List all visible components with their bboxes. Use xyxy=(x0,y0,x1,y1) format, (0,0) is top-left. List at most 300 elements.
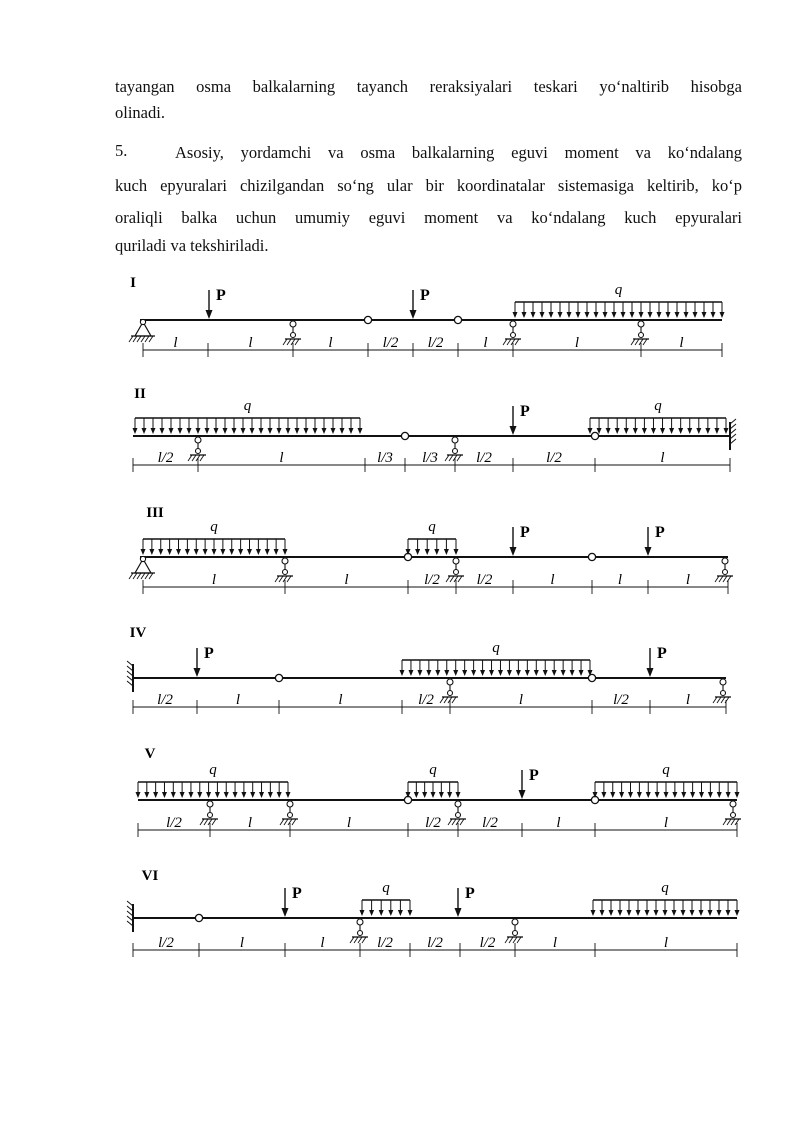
distributed-load-arrow-icon xyxy=(628,792,633,798)
distributed-load-arrow-icon xyxy=(558,312,563,318)
distributed-load-arrow-icon xyxy=(462,670,467,676)
distributed-load-arrow-icon xyxy=(220,549,225,555)
distributed-load-arrow-icon xyxy=(663,910,668,916)
distributed-load-label: q xyxy=(614,282,623,298)
ground-hatch xyxy=(452,819,456,825)
distributed-load-arrow-icon xyxy=(642,428,647,434)
ground-hatch xyxy=(452,697,456,703)
distributed-load-arrow-icon xyxy=(141,549,146,555)
roller-support-icon xyxy=(505,919,523,943)
ground-hatch xyxy=(354,937,358,943)
dimension-label: l/2 xyxy=(427,335,444,351)
distributed-load-arrow-icon xyxy=(576,312,581,318)
distributed-load-arrow-icon xyxy=(699,792,704,798)
dimension-label: l/2 xyxy=(382,335,399,351)
roller-top-circle xyxy=(455,801,461,807)
roller-support-icon xyxy=(275,558,293,582)
distributed-load-arrow-icon xyxy=(241,792,246,798)
roller-support-icon xyxy=(280,801,298,825)
distributed-load-arrow-icon xyxy=(215,792,220,798)
distributed-load-arrow-icon xyxy=(283,549,288,555)
distributed-load-arrow-icon xyxy=(675,312,680,318)
ground-hatch xyxy=(350,937,354,943)
ground-hatch xyxy=(440,697,444,703)
distributed-load-arrow-icon xyxy=(408,670,413,676)
text-line-6: quriladi va tekshiriladi. xyxy=(115,236,269,255)
distributed-load-arrow-icon xyxy=(232,428,237,434)
distributed-load-arrow-icon xyxy=(223,428,228,434)
roller-top-circle xyxy=(290,321,296,327)
distributed-load-arrow-icon xyxy=(646,792,651,798)
distributed-load-arrow-icon xyxy=(187,428,192,434)
point-load-label: P xyxy=(657,645,667,662)
distributed-load-arrow-icon xyxy=(447,792,452,798)
dimension-label: l xyxy=(239,935,245,951)
distributed-load-arrow-icon xyxy=(398,910,403,916)
distributed-load-label: q xyxy=(492,640,500,656)
distributed-load-arrow-icon xyxy=(259,792,264,798)
distributed-load-arrow-icon xyxy=(331,428,336,434)
distributed-load-arrow-icon xyxy=(543,670,548,676)
dimension-label: l/2 xyxy=(476,450,492,466)
beam-label-VI: VI xyxy=(141,868,159,884)
distributed-load-arrow-icon xyxy=(185,549,190,555)
point-load-label: P xyxy=(520,403,530,420)
beam-label-IV: IV xyxy=(129,625,147,641)
distributed-load-arrow-icon xyxy=(687,428,692,434)
beam-label-II: II xyxy=(134,386,146,402)
distributed-load-arrow-icon xyxy=(720,312,725,318)
ground-hatch xyxy=(515,339,519,345)
distributed-load-arrow-icon xyxy=(180,792,185,798)
distributed-load-arrow-icon xyxy=(453,670,458,676)
distributed-load-arrow-icon xyxy=(619,792,624,798)
load-arrow-icon xyxy=(455,908,462,917)
distributed-load-arrow-icon xyxy=(435,670,440,676)
dimension-label: l/2 xyxy=(166,815,182,831)
wall-hatch xyxy=(127,661,133,666)
distributed-load-arrow-icon xyxy=(534,670,539,676)
distributed-load-arrow-icon xyxy=(400,670,405,676)
distributed-load-arrow-icon xyxy=(540,312,545,318)
ground-hatch xyxy=(287,339,291,345)
dimension-label: l/2 xyxy=(418,692,434,708)
roller-bottom-circle xyxy=(358,931,363,936)
distributed-load-arrow-icon xyxy=(286,792,291,798)
distributed-load-arrow-icon xyxy=(648,312,653,318)
roller-bottom-circle xyxy=(283,570,288,575)
distributed-load-arrow-icon xyxy=(516,670,521,676)
dimension-label: l xyxy=(247,815,253,831)
ground-hatch xyxy=(141,573,145,579)
distributed-load-arrow-icon xyxy=(693,312,698,318)
distributed-load-arrow-icon xyxy=(672,792,677,798)
distributed-load-arrow-icon xyxy=(417,670,422,676)
distributed-load-label: q xyxy=(661,880,669,896)
roller-top-circle xyxy=(447,679,453,685)
ground-hatch xyxy=(723,576,727,582)
distributed-load-arrow-icon xyxy=(681,910,686,916)
distributed-load-arrow-icon xyxy=(630,312,635,318)
dimension-label: l/2 xyxy=(157,450,174,466)
distributed-load-arrow-icon xyxy=(444,670,449,676)
distributed-load-arrow-icon xyxy=(600,910,605,916)
dimension-label: l xyxy=(248,335,253,351)
distributed-load-arrow-icon xyxy=(286,428,291,434)
distributed-load-arrow-icon xyxy=(660,428,665,434)
dimension-label: l/2 xyxy=(482,815,498,831)
ground-hatch xyxy=(129,573,133,579)
ground-hatch xyxy=(509,937,513,943)
distributed-load-arrow-icon xyxy=(690,792,695,798)
dimension-label: l xyxy=(685,692,691,708)
roller-top-circle xyxy=(357,919,363,925)
distributed-load-arrow-icon xyxy=(552,670,557,676)
pin-support-icon xyxy=(129,556,155,579)
dimension-label: l xyxy=(556,815,561,831)
dimension-label: l/2 xyxy=(377,935,393,951)
distributed-load-arrow-icon xyxy=(422,792,427,798)
roller-support-icon xyxy=(723,801,741,825)
ground-hatch xyxy=(358,937,362,943)
dimension-label: l xyxy=(679,335,684,351)
roller-bottom-circle xyxy=(453,449,458,454)
distributed-load-arrow-icon xyxy=(717,910,722,916)
ground-hatch xyxy=(279,576,283,582)
roller-support-icon xyxy=(503,321,521,345)
distributed-load-arrow-icon xyxy=(349,428,354,434)
distributed-load-label: q xyxy=(654,398,662,414)
distributed-load-arrow-icon xyxy=(525,670,530,676)
roller-top-circle xyxy=(638,321,644,327)
ground-hatch xyxy=(715,576,719,582)
distributed-load-arrow-icon xyxy=(498,670,503,676)
distributed-load-arrow-icon xyxy=(169,428,174,434)
distributed-load-arrow-icon xyxy=(250,792,255,798)
distributed-load-arrow-icon xyxy=(591,910,596,916)
ground-hatch xyxy=(145,573,149,579)
dimension-label: l/2 xyxy=(424,572,440,588)
roller-support-icon xyxy=(446,558,464,582)
distributed-load-arrow-icon xyxy=(265,549,270,555)
distributed-load-arrow-icon xyxy=(250,428,255,434)
roller-bottom-circle xyxy=(721,691,726,696)
roller-top-circle xyxy=(287,801,293,807)
roller-support-icon xyxy=(200,801,218,825)
dimension-label: l xyxy=(663,815,669,831)
roller-bottom-circle xyxy=(448,691,453,696)
hinge-icon xyxy=(454,316,461,323)
ground-hatch xyxy=(295,339,299,345)
ground-hatch xyxy=(721,697,725,703)
distributed-load-arrow-icon xyxy=(645,910,650,916)
load-arrow-icon xyxy=(510,426,517,435)
distributed-load-arrow-icon xyxy=(151,428,156,434)
roller-bottom-circle xyxy=(454,570,459,575)
ground-hatch xyxy=(449,455,453,461)
distributed-load-arrow-icon xyxy=(610,792,615,798)
ground-hatch xyxy=(448,819,452,825)
distributed-load-arrow-icon xyxy=(133,428,138,434)
text-line-4: kuch epyuralari chizilgandan so‘ng ular bir koordinatalar sistemasiga keltirib, ko‘p xyxy=(115,176,742,195)
distributed-load-arrow-icon xyxy=(434,549,439,555)
dimension-label: l/2 xyxy=(425,815,441,831)
dimension-label: l/2 xyxy=(546,450,562,466)
hinge-icon xyxy=(275,674,282,681)
dimension-label: l xyxy=(328,335,333,351)
distributed-load-arrow-icon xyxy=(561,670,566,676)
dimension-label: l xyxy=(173,335,178,351)
distributed-load-arrow-icon xyxy=(717,792,722,798)
distributed-load-arrow-icon xyxy=(456,792,461,798)
point-load-label: P xyxy=(420,287,430,304)
roller-top-circle xyxy=(207,801,213,807)
roller-support-icon xyxy=(713,679,731,703)
distributed-load-arrow-icon xyxy=(664,792,669,798)
ground-hatch xyxy=(141,336,145,342)
distributed-load-arrow-icon xyxy=(439,792,444,798)
distributed-load-arrow-icon xyxy=(144,792,149,798)
distributed-load-label: q xyxy=(662,762,670,778)
distributed-load-arrow-icon xyxy=(274,549,279,555)
distributed-load-arrow-icon xyxy=(178,428,183,434)
distributed-load-arrow-icon xyxy=(358,428,363,434)
ground-hatch xyxy=(723,819,727,825)
dimension-label: l xyxy=(550,572,555,588)
dimension-label: l xyxy=(320,935,325,951)
dimension-label: l xyxy=(344,572,349,588)
dimension-label: l xyxy=(518,692,524,708)
ground-hatch xyxy=(445,455,449,461)
distributed-load-label: q xyxy=(243,398,252,414)
distributed-load-arrow-icon xyxy=(567,312,572,318)
dimension-label: l/2 xyxy=(157,692,173,708)
beam-label-III: III xyxy=(146,505,164,521)
distributed-load-arrow-icon xyxy=(414,792,419,798)
ground-hatch xyxy=(133,573,137,579)
roller-support-icon xyxy=(715,558,733,582)
distributed-load-arrow-icon xyxy=(684,312,689,318)
distributed-load-arrow-icon xyxy=(322,428,327,434)
roller-top-circle xyxy=(722,558,728,564)
ground-hatch xyxy=(188,455,192,461)
distributed-load-arrow-icon xyxy=(136,792,141,798)
distributed-load-arrow-icon xyxy=(702,312,707,318)
distributed-load-arrow-icon xyxy=(194,549,199,555)
distributed-load-label: q xyxy=(210,519,218,535)
roller-bottom-circle xyxy=(291,333,296,338)
wall-hatch xyxy=(730,419,736,424)
ground-hatch xyxy=(275,576,279,582)
distributed-load-arrow-icon xyxy=(188,792,193,798)
distributed-load-arrow-icon xyxy=(651,428,656,434)
distributed-load-arrow-icon xyxy=(268,792,273,798)
ground-hatch xyxy=(713,697,717,703)
roller-top-circle xyxy=(512,919,518,925)
distributed-load-arrow-icon xyxy=(160,428,165,434)
text-line-5: oraliqli balka uchun umumiy eguvi moment va ko‘ndalang kuch epyuralari xyxy=(115,208,742,227)
distributed-load-arrow-icon xyxy=(594,312,599,318)
distributed-load-arrow-icon xyxy=(203,549,208,555)
distributed-load-arrow-icon xyxy=(681,792,686,798)
ground-hatch xyxy=(284,819,288,825)
ground-hatch xyxy=(129,336,133,342)
dimension-label: l xyxy=(483,335,488,351)
dimension-label: l xyxy=(279,450,284,466)
ground-hatch xyxy=(635,339,639,345)
distributed-load-arrow-icon xyxy=(633,428,638,434)
distributed-load-arrow-icon xyxy=(585,312,590,318)
roller-support-icon xyxy=(440,679,458,703)
distributed-load-arrow-icon xyxy=(549,312,554,318)
point-load-label: P xyxy=(204,645,214,662)
roller-support-icon xyxy=(631,321,649,345)
distributed-load-arrow-icon xyxy=(612,312,617,318)
load-arrow-icon xyxy=(519,790,526,799)
distributed-load-label: q xyxy=(382,880,390,896)
point-load-label: P xyxy=(529,767,539,784)
ground-hatch xyxy=(444,697,448,703)
text-line-1: tayangan osma balkalarning tayanch reraksiyalari teskari yo‘naltirib hisobga xyxy=(115,77,742,96)
load-arrow-icon xyxy=(647,668,654,677)
ground-hatch xyxy=(362,937,366,943)
distributed-load-arrow-icon xyxy=(379,910,384,916)
distributed-load-arrow-icon xyxy=(229,549,234,555)
dimension-label: l xyxy=(552,935,558,951)
distributed-load-arrow-icon xyxy=(615,428,620,434)
distributed-load-arrow-icon xyxy=(507,670,512,676)
distributed-load-arrow-icon xyxy=(579,670,584,676)
distributed-load-arrow-icon xyxy=(224,792,229,798)
distributed-load-arrow-icon xyxy=(588,428,593,434)
distributed-load-arrow-icon xyxy=(142,428,147,434)
distributed-load-arrow-icon xyxy=(735,910,740,916)
roller-top-circle xyxy=(730,801,736,807)
ground-hatch xyxy=(457,455,461,461)
ground-hatch xyxy=(631,339,635,345)
distributed-load-arrow-icon xyxy=(162,792,167,798)
distributed-load-arrow-icon xyxy=(313,428,318,434)
distributed-load-arrow-icon xyxy=(711,312,716,318)
distributed-load-arrow-icon xyxy=(726,910,731,916)
distributed-load-arrow-icon xyxy=(621,312,626,318)
hinge-icon xyxy=(364,316,371,323)
dimension-label: l/3 xyxy=(422,450,438,466)
distributed-load-arrow-icon xyxy=(238,549,243,555)
distributed-load-arrow-icon xyxy=(247,549,252,555)
load-arrow-icon xyxy=(410,310,417,319)
dimension-label: l/2 xyxy=(158,935,174,951)
distributed-load-arrow-icon xyxy=(601,792,606,798)
ground-hatch xyxy=(507,339,511,345)
distributed-load-arrow-icon xyxy=(149,549,154,555)
distributed-load-arrow-icon xyxy=(708,792,713,798)
distributed-load-arrow-icon xyxy=(724,428,729,434)
roller-support-icon xyxy=(448,801,466,825)
ground-hatch xyxy=(200,819,204,825)
roller-support-icon xyxy=(283,321,301,345)
dimension-label: l/2 xyxy=(427,935,443,951)
roller-support-icon xyxy=(445,437,463,461)
distributed-load-arrow-icon xyxy=(570,670,575,676)
item-number: 5. xyxy=(115,141,128,160)
distributed-load-arrow-icon xyxy=(655,792,660,798)
hinge-icon xyxy=(591,432,598,439)
point-load-label: P xyxy=(520,524,530,541)
ground-hatch xyxy=(192,455,196,461)
distributed-load-arrow-icon xyxy=(657,312,662,318)
roller-top-circle xyxy=(720,679,726,685)
distributed-load-arrow-icon xyxy=(606,428,611,434)
distributed-load-arrow-icon xyxy=(277,428,282,434)
distributed-load-arrow-icon xyxy=(531,312,536,318)
distributed-load-arrow-icon xyxy=(690,910,695,916)
hinge-icon xyxy=(401,432,408,439)
text-line-2: olinadi. xyxy=(115,103,165,122)
ground-hatch xyxy=(149,336,153,342)
distributed-load-arrow-icon xyxy=(480,670,485,676)
distributed-load-arrow-icon xyxy=(666,312,671,318)
distributed-load-arrow-icon xyxy=(360,910,365,916)
distributed-load-arrow-icon xyxy=(415,549,420,555)
dimension-label: l/2 xyxy=(613,692,629,708)
dimension-label: l/3 xyxy=(377,450,393,466)
dimension-label: l xyxy=(663,935,669,951)
pin-circle xyxy=(140,556,145,561)
distributed-load-arrow-icon xyxy=(654,910,659,916)
ground-hatch xyxy=(446,576,450,582)
distributed-load-arrow-icon xyxy=(158,549,163,555)
dimension-label: l xyxy=(211,572,217,588)
distributed-load-arrow-icon xyxy=(636,910,641,916)
dimension-label: l/2 xyxy=(479,935,496,951)
hinge-icon xyxy=(588,553,595,560)
distributed-load-arrow-icon xyxy=(669,428,674,434)
distributed-load-arrow-icon xyxy=(513,312,518,318)
dimension-label: l/2 xyxy=(476,572,493,588)
distributed-load-arrow-icon xyxy=(714,428,719,434)
roller-bottom-circle xyxy=(731,813,736,818)
ground-hatch xyxy=(731,819,735,825)
distributed-load-arrow-icon xyxy=(609,910,614,916)
distributed-load-arrow-icon xyxy=(196,428,201,434)
distributed-load-arrow-icon xyxy=(696,428,701,434)
ground-hatch xyxy=(287,576,291,582)
load-arrow-icon xyxy=(510,547,517,556)
distributed-load-arrow-icon xyxy=(171,792,176,798)
hinge-icon xyxy=(588,674,595,681)
ground-hatch xyxy=(458,576,462,582)
ground-hatch xyxy=(503,339,507,345)
ground-hatch xyxy=(149,573,153,579)
roller-bottom-circle xyxy=(456,813,461,818)
distributed-load-arrow-icon xyxy=(444,549,449,555)
roller-bottom-circle xyxy=(723,570,728,575)
distributed-load-arrow-icon xyxy=(637,792,642,798)
distributed-load-arrow-icon xyxy=(672,910,677,916)
ground-hatch xyxy=(137,573,141,579)
roller-bottom-circle xyxy=(208,813,213,818)
distributed-load-arrow-icon xyxy=(295,428,300,434)
text-line-3: Asosiy, yordamchi va osma balkalarning eguvi moment va ko‘ndalang xyxy=(175,143,742,162)
dimension-label: l xyxy=(235,692,241,708)
roller-bottom-circle xyxy=(513,931,518,936)
roller-bottom-circle xyxy=(639,333,644,338)
roller-top-circle xyxy=(195,437,201,443)
point-load-label: P xyxy=(655,524,665,541)
distributed-load-arrow-icon xyxy=(639,312,644,318)
distributed-load-arrow-icon xyxy=(708,910,713,916)
